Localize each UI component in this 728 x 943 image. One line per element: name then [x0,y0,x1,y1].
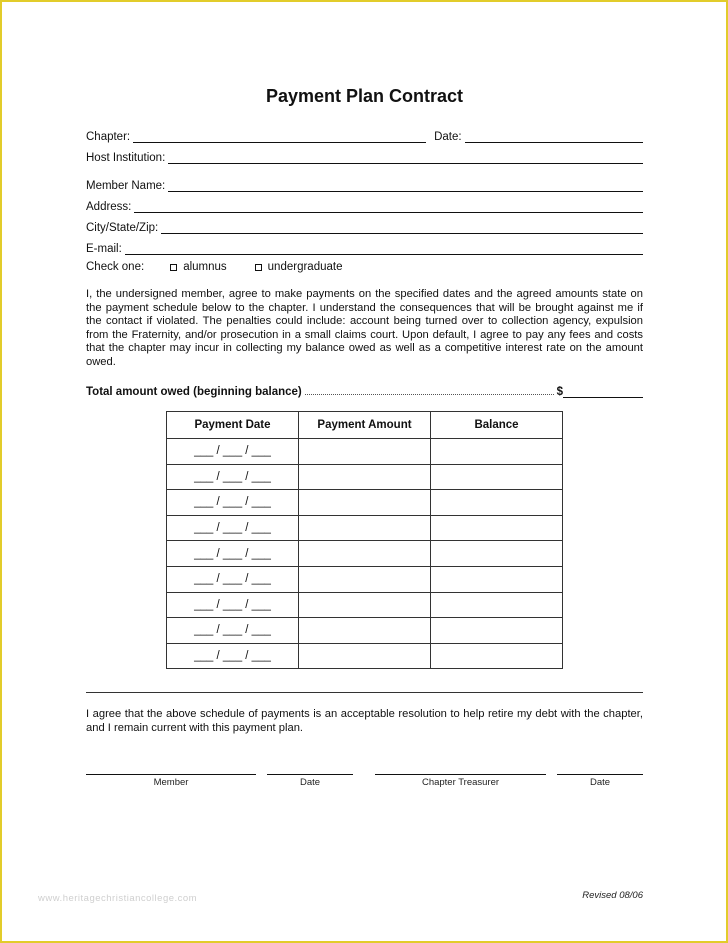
table-row [167,643,563,669]
address-label: Address: [86,201,132,213]
table-row [167,464,563,490]
city-state-zip-field[interactable] [161,221,643,234]
amount-cell[interactable] [299,490,431,516]
revision-note: Revised 08/06 [582,890,643,901]
amount-cell[interactable] [299,592,431,618]
balance-cell[interactable] [431,464,563,490]
balance-cell[interactable] [431,515,563,541]
dollar-sign: $ [556,386,563,398]
check-one-label: Check one: [86,261,145,273]
date-cell[interactable]: ___ / ___ / ___ [167,618,299,644]
treasurer-signature-line[interactable] [375,774,546,775]
city-state-zip-label: City/State/Zip: [86,222,159,234]
table-header-row [167,412,563,439]
amount-cell[interactable] [299,464,431,490]
date-cell[interactable]: ___ / ___ / ___ [167,515,299,541]
table-row [167,515,563,541]
host-institution-row [86,148,643,164]
city-state-zip-row [86,218,643,234]
watermark: www.heritagechristiancollege.com [38,893,198,904]
member-name-row [86,176,643,192]
member-name-field[interactable] [168,179,643,192]
address-row [86,197,643,213]
total-owed-row [86,384,643,398]
balance-cell[interactable] [431,541,563,567]
alumnus-checkbox[interactable] [170,264,177,271]
balance-cell[interactable] [431,643,563,669]
table-row [167,592,563,618]
email-field[interactable] [125,242,643,255]
undergraduate-label: undergraduate [267,261,343,273]
closing-paragraph: I agree that the above schedule of payments is an acceptable resolution to help retire my debt with the chapter, and I remain current with this payment plan. [86,708,643,734]
email-row [86,239,643,255]
col-payment-amount: Payment Amount [299,412,431,439]
amount-cell[interactable] [299,618,431,644]
table-row [167,490,563,516]
col-balance: Balance [431,412,563,439]
member-signature-line[interactable] [86,774,256,775]
date-label: Date: [434,131,462,143]
date-cell[interactable]: ___ / ___ / ___ [167,490,299,516]
table-row [167,618,563,644]
date-cell[interactable]: ___ / ___ / ___ [167,541,299,567]
amount-cell[interactable] [299,439,431,465]
table-row [167,439,563,465]
agreement-paragraph: I, the undersigned member, agree to make payments on the specified dates and the agreed amounts state on the payment schedule below to the chapter. I understand the consequences that will be brought against me if the contact if violated. The penalties could include: account being turned over to collection agency, expulsion from the Fraternity, and/or prosecution in a small claims court. Upon default, I agree to pay any fees and costs that the chapter may incur in collecting my balance owed as well as a competitive interest rate on the amount owed. [86,288,643,368]
balance-cell[interactable] [431,618,563,644]
chapter-label: Chapter: [86,131,131,143]
member-name-label: Member Name: [86,180,166,192]
amount-cell[interactable] [299,541,431,567]
balance-cell[interactable] [431,490,563,516]
payment-schedule-table [166,411,563,669]
table-row [167,566,563,592]
col-payment-date: Payment Date [167,412,299,439]
treasurer-date-label: Date [589,777,611,788]
undergraduate-checkbox[interactable] [255,264,262,271]
page-title: Payment Plan Contract [265,86,464,106]
address-field[interactable] [134,200,643,213]
treasurer-date-line[interactable] [557,774,643,775]
date-cell[interactable]: ___ / ___ / ___ [167,592,299,618]
chapter-date-row [86,127,643,143]
amount-cell[interactable] [299,566,431,592]
date-cell[interactable]: ___ / ___ / ___ [167,439,299,465]
treasurer-signature-label: Chapter Treasurer [421,777,500,788]
leader-dots [305,394,554,395]
date-cell[interactable]: ___ / ___ / ___ [167,464,299,490]
table-body [167,439,563,669]
alumnus-label: alumnus [183,261,227,273]
total-owed-label: Total amount owed (beginning balance) [86,386,302,398]
member-signature-label: Member [153,777,189,788]
balance-cell[interactable] [431,592,563,618]
host-institution-label: Host Institution: [86,152,166,164]
section-divider [86,692,643,693]
chapter-field[interactable] [133,130,426,143]
member-date-line[interactable] [267,774,353,775]
member-date-label: Date [299,777,321,788]
total-owed-field[interactable] [563,385,643,398]
amount-cell[interactable] [299,515,431,541]
amount-cell[interactable] [299,643,431,669]
email-label: E-mail: [86,243,122,255]
table-row [167,541,563,567]
check-one-row [86,261,342,273]
date-cell[interactable]: ___ / ___ / ___ [167,566,299,592]
balance-cell[interactable] [431,566,563,592]
balance-cell[interactable] [431,439,563,465]
host-institution-field[interactable] [168,151,643,164]
date-cell[interactable]: ___ / ___ / ___ [167,643,299,669]
date-field[interactable] [465,130,643,143]
